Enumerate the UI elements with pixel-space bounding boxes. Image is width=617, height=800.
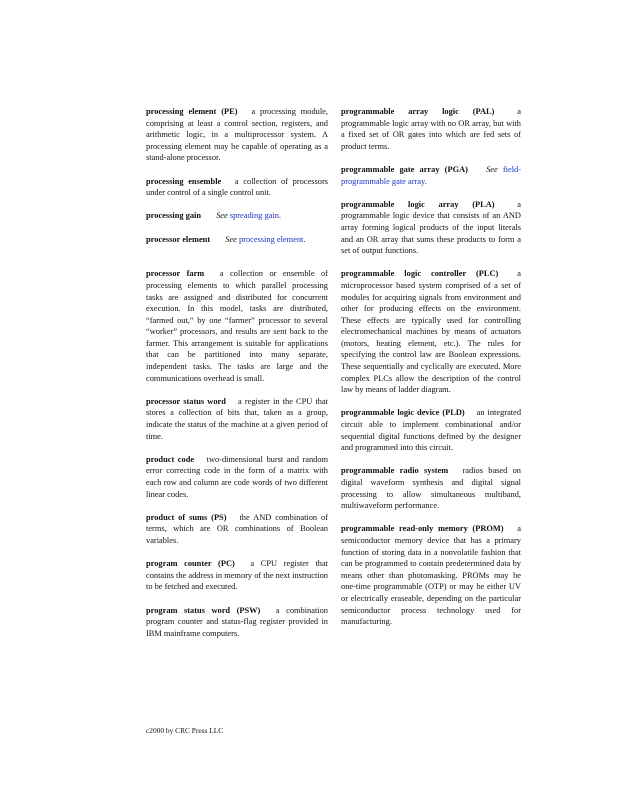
entry-term: processing ensemble — [146, 176, 222, 186]
entry-term: programmable logic device (PLD) — [341, 408, 465, 418]
see-label: See — [225, 234, 237, 244]
entry-program-status-word — [146, 605, 328, 640]
see-label: See — [216, 211, 228, 221]
entry-pga — [341, 164, 521, 187]
entry-definition: a programmable logic device that consists of an AND array forming logical products of the input literals and an OR array that sums these products to form a set of output functions. — [341, 199, 521, 256]
entry-product-code — [146, 454, 328, 500]
entry-pal — [341, 106, 521, 152]
entry-term: processor element — [146, 234, 211, 244]
left-column — [146, 106, 328, 651]
entry-term: product of sums (PS) — [146, 512, 227, 522]
entry-term: program counter (PC) — [146, 559, 235, 569]
entry-term: processor status word — [146, 396, 226, 406]
entry-definition: a semiconductor memory device that has a primary function of storing data in a nonvolatile fashion that can be programmed to contain predetermined data by means other than photomasking. PROMs may be one-time programmable (OTP) or may be either UV or electrically eraseable, depending on the particular semiconductor process technology used for manufacturing. — [341, 524, 522, 627]
entry-term: programmable array logic (PAL) — [341, 107, 495, 116]
entry-definition: a processing module, comprising at least a control section, registers, and arithmetic logic, in a multiprocessor system. A processing element may be capable of operating as a stand-alone processor. — [146, 107, 328, 163]
cross-reference-link[interactable]: spreading gain — [229, 211, 279, 221]
entry-term: programmable radio system — [341, 466, 449, 476]
entry-processing-gain — [146, 210, 328, 222]
entry-definition: a collection of processors under control of a single control unit. — [146, 176, 328, 198]
entry-product-of-sums — [146, 512, 328, 547]
see-label: See — [486, 164, 498, 174]
entry-processor-farm — [146, 268, 328, 384]
cross-reference-link[interactable]: field-programmable gate array — [341, 164, 522, 186]
entry-processor-element — [146, 234, 328, 246]
entry-definition: a register in the CPU that stores a collection of bits that, taken as a group, indicate the status of the machine at a given period of time. — [146, 396, 329, 441]
entry-definition: a programmable logic array with no OR array, but with a fixed set of OR gates into which are fed sets of product terms. — [341, 107, 522, 151]
punctuation: . — [424, 176, 427, 186]
entry-pla — [341, 199, 521, 257]
entry-plc — [341, 268, 521, 396]
entry-definition: a combination program counter and status-flag register provided in IBM mainframe computers. — [146, 605, 328, 638]
entry-processing-ensemble — [146, 176, 328, 199]
entry-program-counter — [146, 558, 328, 593]
entry-prom — [341, 523, 521, 627]
entry-definition: a collection or ensemble of processing elements to which parallel processing tasks are assigned and distributed for concurrent execution. In this model, tasks are distributed, “farmed out,” by one “farmer” processor to several “worker” processors, and results are sent back to the farmer. This arrangement is suitable for applications that can be partitioned into many separate, independent tasks. The tasks are large and the communications overhead is small. — [146, 269, 329, 383]
entry-term: product code — [146, 454, 195, 464]
entry-term: processing element (PE) — [146, 107, 238, 116]
entry-pld — [341, 407, 521, 453]
entry-processing-element — [146, 106, 328, 164]
copyright-footer: c2000 by CRC Press LLC — [146, 726, 224, 735]
punctuation: . — [278, 211, 281, 221]
entry-term: programmable logic array (PLA) — [341, 199, 495, 209]
entry-term: processor farm — [146, 269, 205, 279]
punctuation: . — [303, 234, 306, 244]
cross-reference-link[interactable]: processing element — [238, 234, 304, 244]
entry-processor-status-word — [146, 396, 328, 442]
entry-definition: two-dimensional burst and random error correcting code in the form of a matrix with each row and column are code words of two different linear codes. — [146, 454, 329, 499]
entry-definition: an integrated circuit able to implement combinational and/or sequential digital functions defined by the designer and programmed into this circuit. — [341, 408, 522, 453]
entry-term: processing gain — [146, 211, 201, 221]
entry-programmable-radio-system — [341, 465, 521, 511]
entry-term: programmable gate array (PGA) — [341, 164, 468, 174]
entry-term: programmable logic controller (PLC) — [341, 269, 499, 279]
entry-definition: a microprocessor based system comprised of a set of modules for acquiring signals from environment and other for producing effects on the environment. These effects are typically used for controlling electromechanical machines by means of actuators (motors, heating element, etc.). The rules for specifying the control law are Boolean expressions. These sequentially and cyclically are executed. More complex PLCs allow the description of the control law by means of ladder diagram. — [341, 269, 521, 395]
entry-term: programmable read-only memory (PROM) — [341, 524, 504, 534]
entry-definition: radios based on digital waveform synthesis and digital signal processing to allow simultaneous multiband, multiwaveform performance. — [341, 466, 521, 511]
right-column — [341, 106, 521, 639]
entry-definition: a CPU register that contains the address in memory of the next instruction to be fetched and executed. — [146, 559, 329, 592]
entry-definition: the AND combination of terms, which are OR combinations of Boolean variables. — [146, 512, 329, 545]
entry-term: program status word (PSW) — [146, 605, 261, 615]
